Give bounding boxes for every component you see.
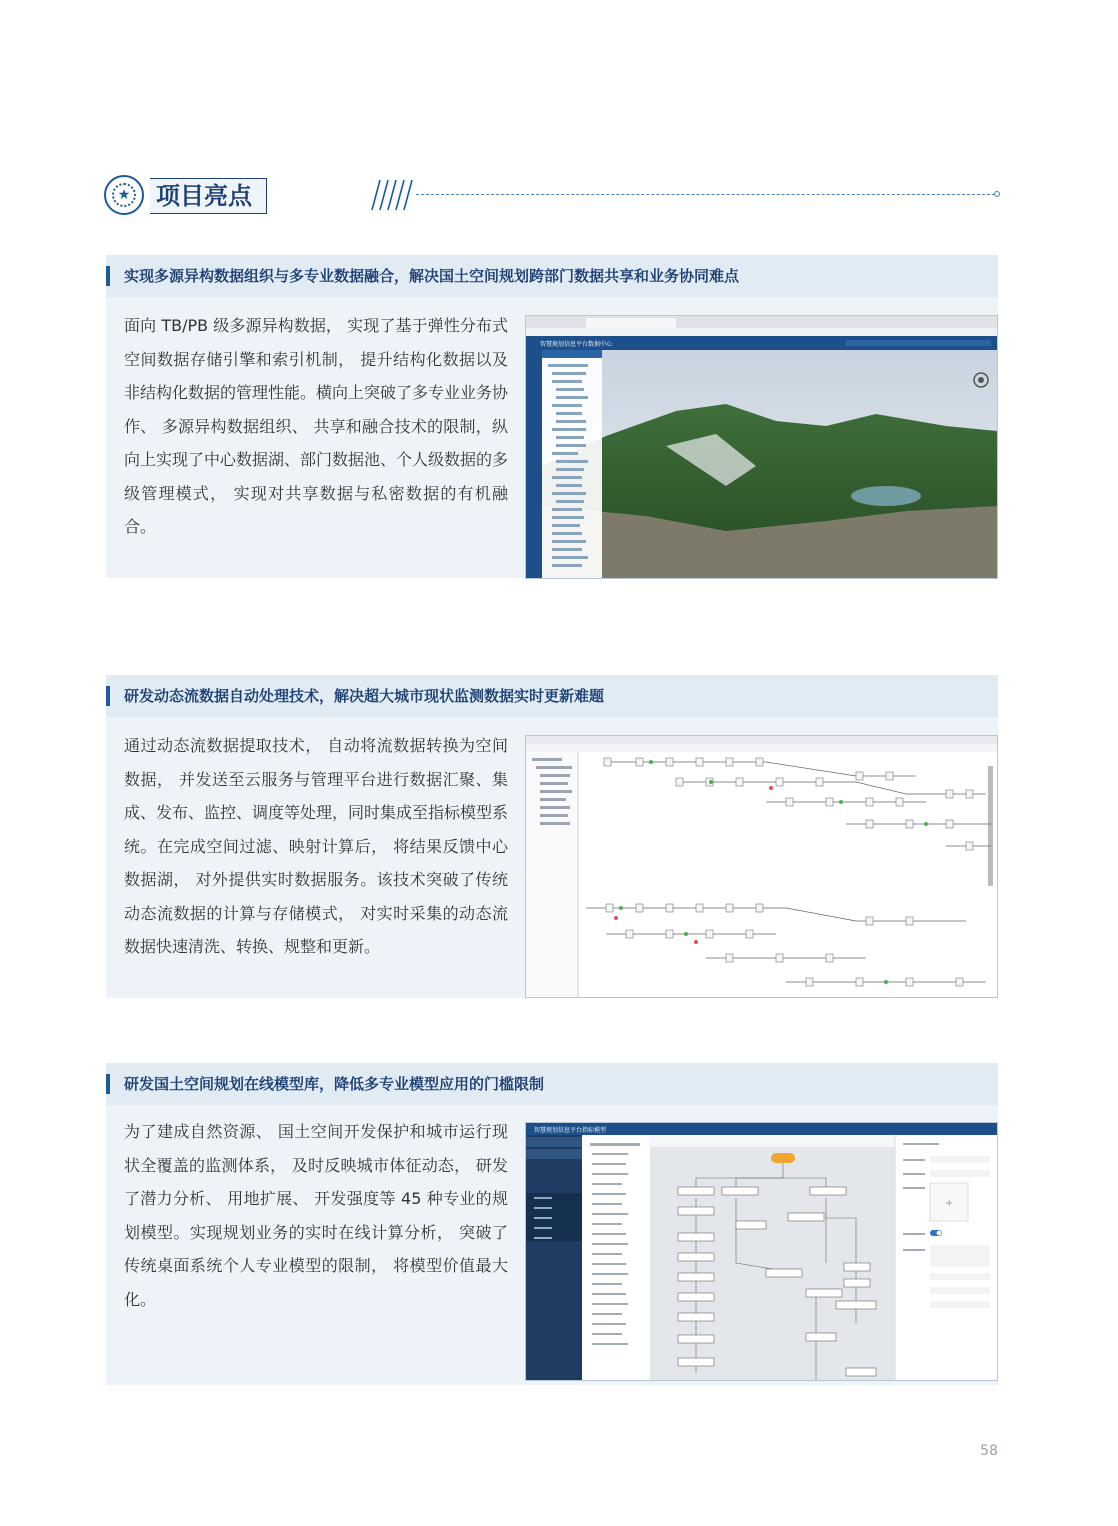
section-body-2: [106, 717, 998, 998]
header-divider-end: [994, 191, 1000, 197]
stream-flow-screenshot: [525, 735, 998, 998]
model-library-ui-image: [526, 1123, 997, 1380]
data-center-ui-image: [526, 316, 997, 578]
slash-decoration: [366, 178, 416, 212]
page-number: 58: [980, 1443, 998, 1459]
section-paragraph-1: 面向 TB/PB 级多源异构数据， 实现了基于弹性分布式空间数据存储引擎和索引机制， 提升结构化数据以及非结构化数据的管理性能。横向上突破了多专业业务协作、 多源异构数据组织、 共享和融合技术的限制，纵向上实现了中心数据湖、部门数据池、个人级数据的多级管理模式， 实现对共享数据与私密数据的有机融合。: [124, 316, 509, 536]
section-heading-2: 研发动态流数据自动处理技术，解决超大城市现状监测数据实时更新难题: [106, 675, 998, 717]
model-library-screenshot: [525, 1122, 998, 1381]
section-body-3: [106, 1105, 998, 1385]
header-divider: [416, 194, 1000, 195]
svg-text:智慧规划信息平台指标模型: 智慧规划信息平台指标模型: [534, 1127, 607, 1134]
section-body-1: [106, 297, 998, 578]
page-header: [104, 172, 1000, 218]
data-center-screenshot: [525, 315, 998, 579]
page-title: 项目亮点: [150, 178, 267, 214]
section-heading-1: 实现多源异构数据组织与多专业数据融合，解决国土空间规划跨部门数据共享和业务协同难点: [106, 255, 998, 297]
stream-flow-ui-image: [526, 736, 997, 997]
section-paragraph-3: 为了建成自然资源、 国土空间开发保护和城市运行现状全覆盖的监测体系， 及时反映城市体征动态， 研发了潜力分析、 用地扩展、 开发强度等 45 种专业的规划模型。实现规划业务的实时在线计算分析， 突破了传统桌面系统个人专业模型的限制， 将模型价值最大化。: [124, 1122, 508, 1309]
svg-text:智慧规划信息平台数据中心: 智慧规划信息平台数据中心: [540, 341, 613, 348]
section-paragraph-2: 通过动态流数据提取技术， 自动将流数据转换为空间数据， 并发送至云服务与管理平台进行数据汇聚、集成、发布、监控、调度等处理，同时集成至指标模型系统。在完成空间过滤、映射计算后， 将结果反馈中心数据湖， 对外提供实时数据服务。该技术突破了传统动态流数据的计算与存储模式， 对实时采集的动态流数据快速清洗、转换、规整和更新。: [124, 736, 509, 956]
svg-text:+: +: [945, 1198, 954, 1209]
section-heading-3: 研发国土空间规划在线模型库，降低多专业模型应用的门槛限制: [106, 1063, 998, 1105]
emblem-icon: ★: [104, 175, 144, 215]
